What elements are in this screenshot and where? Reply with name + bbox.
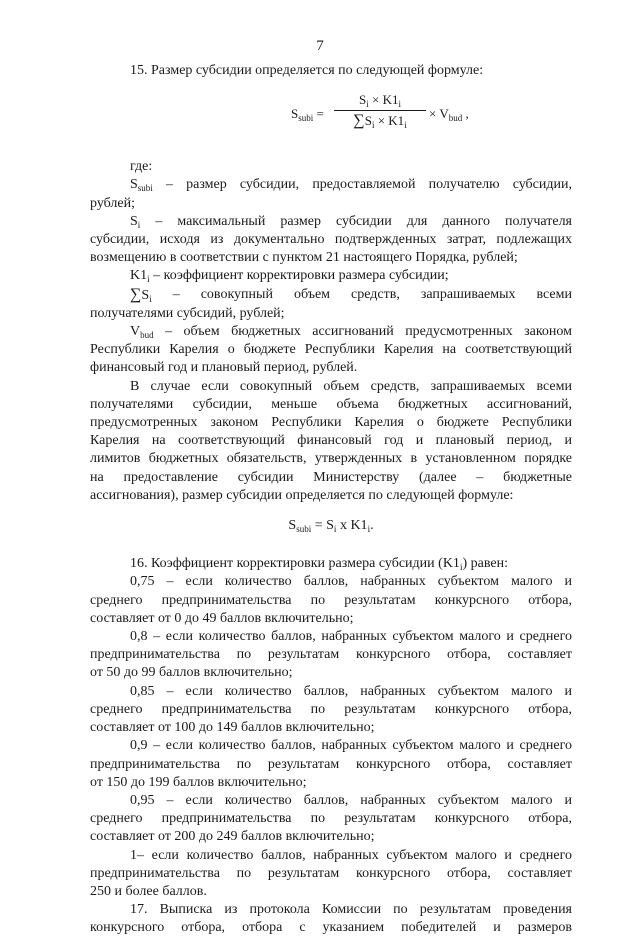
coef-item: 0,85 – если количество баллов, набранных субъектом малого и среднего предпринимательства по результатам конкурсного отбора, составляет от 100 до 149 баллов включительно; bbox=[90, 683, 572, 736]
intro-line: 15. Размер субсидии определяется по следующей формуле: bbox=[130, 63, 484, 78]
case-paragraph: В случае если совокупный объем средств, запрашиваемых всеми получателями субсидии, меньше объема бюджетных ассигнований, предусмотренных законом Республики Карелия о бюджете Республики Карелия на соответствующий финансовый год и плановый период, и лимитов бюджетных обязательств, утвержденных в установленном порядке на предоставление субсидии Министерству (далее – бюджетные ассигнования), размер субсидии определяется по следующей формуле: bbox=[90, 378, 572, 503]
formula-simple: $S_{subi} = S_i$ x $K1_i$. bbox=[288, 518, 374, 535]
page-number: 7 bbox=[316, 38, 324, 54]
where-label: где: bbox=[130, 159, 153, 175]
formula-lhs: $S_{subi}$ = bbox=[291, 106, 324, 124]
formula-fraction bbox=[334, 91, 426, 130]
definition-sum-si: $\sum S_i$ – совокупный объем средств, запрашиваемых всеми получателями субсидий, рублей; bbox=[90, 285, 572, 321]
sum-symbol: $\sum S_i$ bbox=[130, 285, 152, 304]
definition-ssubi: $S_{subi}$ – размер субсидии, предоставляемой получателю субсидии, рублей; bbox=[90, 177, 572, 211]
coef-item: 0,95 – если количество баллов, набранных субъектом малого и среднего предпринимательства по результатам конкурсного отбора, составляет от 200 до 249 баллов включительно; bbox=[90, 792, 572, 845]
coef-item: 0,9 – если количество баллов, набранных субъектом малого и среднего предпринимательства по результатам конкурсного отбора, составляет от 150 до 199 баллов включительно; bbox=[90, 738, 572, 790]
formula-rhs: × $V_{bud}$ , bbox=[429, 106, 469, 124]
formula-subsidy bbox=[90, 86, 572, 144]
definition-vbud: $V_{bud}$ – объем бюджетных ассигнований предусмотренных законом Республики Карелия о бюджете Республики Карелия на соответствующий финансовый год и плановый период, рублей. bbox=[90, 324, 572, 376]
item17-paragraph: 17. Выписка из протокола Комиссии по результатам проведения конкурсного отбора, отбора с указанием победителей и размеров bbox=[90, 902, 572, 936]
page-content bbox=[90, 62, 572, 938]
definition-si: $S_i$ – максимальный размер субсидии для данного получателя субсидии, исходя из документально подтвержденных затрат, подлежащих возмещению в соответствии с пунктом 21 настоящего Порядка, рублей; bbox=[90, 213, 572, 266]
formula-denominator: $\sum S_i \times K1_i$ bbox=[353, 112, 407, 131]
coef-item: 1– если количество баллов, набранных субъектом малого и среднего предпринимательства по результатам конкурсного отбора, составляет 250 и более баллов. bbox=[90, 847, 572, 899]
item16-heading: 16. Коэффициент корректировки размера субсидии $(K1_i)$ равен: bbox=[130, 556, 508, 573]
definition-k1: $K1_i$ – коэффициент корректировки размера субсидии; bbox=[130, 268, 449, 285]
formula-numerator: $S_i \times K1_i$ bbox=[334, 91, 426, 111]
coef-item: 0,8 – если количество баллов, набранных субъектом малого и среднего предпринимательства по результатам конкурсного отбора, составляет от 50 до 99 баллов включительно; bbox=[90, 629, 572, 681]
coef-item: 0,75 – если количество баллов, набранных субъектом малого и среднего предпринимательства по результатам конкурсного отбора, составляет от 0 до 49 баллов включительно; bbox=[90, 574, 572, 626]
